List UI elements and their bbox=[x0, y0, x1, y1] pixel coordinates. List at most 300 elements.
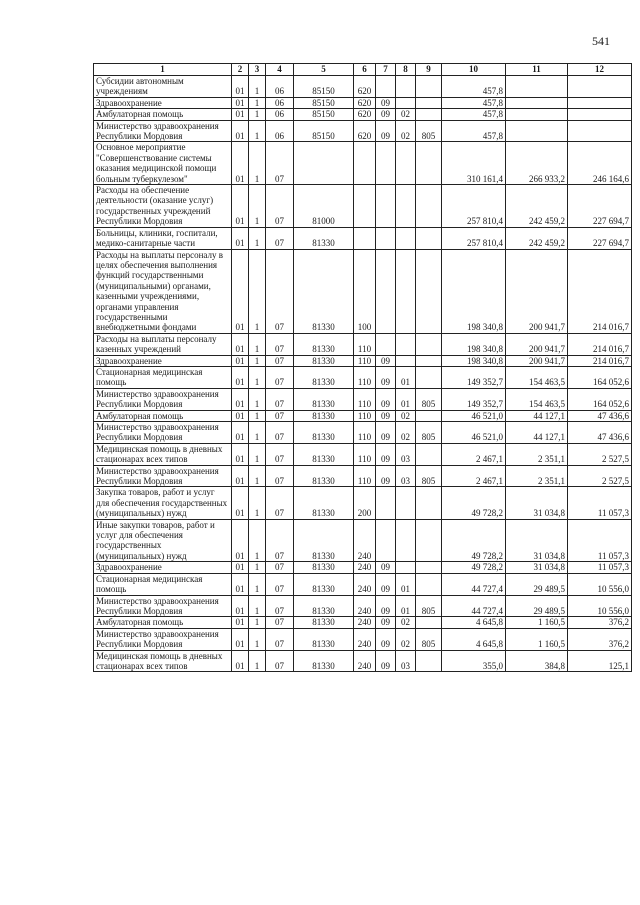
code-cell bbox=[416, 76, 442, 98]
code-cell: 1 bbox=[249, 650, 266, 672]
code-cell bbox=[416, 249, 442, 333]
code-cell: 01 bbox=[396, 388, 416, 410]
code-cell: 01 bbox=[232, 595, 249, 617]
code-cell: 240 bbox=[354, 595, 376, 617]
code-cell bbox=[396, 562, 416, 573]
code-cell bbox=[416, 573, 442, 595]
code-cell: 81330 bbox=[294, 628, 354, 650]
header-cell: 8 bbox=[396, 64, 416, 76]
code-cell: 09 bbox=[376, 443, 396, 465]
code-cell: 620 bbox=[354, 76, 376, 98]
code-cell: 09 bbox=[376, 120, 396, 142]
amount-cell: 457,8 bbox=[442, 76, 506, 98]
code-cell: 1 bbox=[249, 227, 266, 249]
amount-cell: 2 351,1 bbox=[506, 465, 568, 487]
header-cell: 6 bbox=[354, 64, 376, 76]
code-cell: 01 bbox=[232, 76, 249, 98]
code-cell: 81330 bbox=[294, 227, 354, 249]
code-cell: 240 bbox=[354, 617, 376, 628]
code-cell: 09 bbox=[376, 388, 396, 410]
amount-cell: 227 694,7 bbox=[568, 185, 632, 228]
row-name: Амбулаторная помощь bbox=[94, 109, 232, 120]
row-name: Министерство здравоохранения Республики Мордовия bbox=[94, 628, 232, 650]
code-cell: 07 bbox=[266, 487, 294, 519]
table-row bbox=[94, 227, 632, 249]
code-cell: 81000 bbox=[294, 185, 354, 228]
amount-cell: 198 340,8 bbox=[442, 355, 506, 366]
row-name: Стационарная медицинская помощь bbox=[94, 366, 232, 388]
amount-cell: 125,1 bbox=[568, 650, 632, 672]
code-cell: 01 bbox=[232, 185, 249, 228]
code-cell: 1 bbox=[249, 443, 266, 465]
code-cell: 01 bbox=[232, 617, 249, 628]
amount-cell: 198 340,8 bbox=[442, 333, 506, 355]
amount-cell: 4 645,8 bbox=[442, 617, 506, 628]
amount-cell: 4 645,8 bbox=[442, 628, 506, 650]
row-name: Амбулаторная помощь bbox=[94, 617, 232, 628]
code-cell: 1 bbox=[249, 628, 266, 650]
header-cell: 4 bbox=[266, 64, 294, 76]
row-name: Субсидии автономным учреждениям bbox=[94, 76, 232, 98]
code-cell: 01 bbox=[232, 249, 249, 333]
amount-cell: 214 016,7 bbox=[568, 249, 632, 333]
amount-cell bbox=[506, 109, 568, 120]
amount-cell: 257 810,4 bbox=[442, 185, 506, 228]
code-cell: 07 bbox=[266, 617, 294, 628]
code-cell: 81330 bbox=[294, 465, 354, 487]
row-name: Расходы на обеспечение деятельности (оказание услуг) государственных учреждений Республики Мордовия bbox=[94, 185, 232, 228]
code-cell bbox=[376, 249, 396, 333]
table-row bbox=[94, 355, 632, 366]
amount-cell: 29 489,5 bbox=[506, 595, 568, 617]
code-cell: 1 bbox=[249, 562, 266, 573]
code-cell: 1 bbox=[249, 422, 266, 444]
code-cell: 09 bbox=[376, 628, 396, 650]
code-cell: 06 bbox=[266, 76, 294, 98]
code-cell: 02 bbox=[396, 120, 416, 142]
code-cell: 1 bbox=[249, 487, 266, 519]
code-cell: 01 bbox=[396, 573, 416, 595]
budget-table bbox=[93, 63, 632, 672]
code-cell: 85150 bbox=[294, 76, 354, 98]
code-cell: 1 bbox=[249, 366, 266, 388]
code-cell: 110 bbox=[354, 388, 376, 410]
code-cell bbox=[376, 142, 396, 185]
row-name: Стационарная медицинская помощь bbox=[94, 573, 232, 595]
code-cell: 07 bbox=[266, 595, 294, 617]
code-cell bbox=[376, 519, 396, 562]
amount-cell: 44 127,1 bbox=[506, 410, 568, 421]
code-cell: 01 bbox=[232, 333, 249, 355]
code-cell: 01 bbox=[232, 628, 249, 650]
code-cell: 1 bbox=[249, 120, 266, 142]
amount-cell: 242 459,2 bbox=[506, 185, 568, 228]
amount-cell bbox=[506, 76, 568, 98]
code-cell: 07 bbox=[266, 573, 294, 595]
amount-cell bbox=[568, 76, 632, 98]
code-cell: 09 bbox=[376, 355, 396, 366]
code-cell: 07 bbox=[266, 355, 294, 366]
amount-cell: 154 463,5 bbox=[506, 366, 568, 388]
code-cell: 02 bbox=[396, 410, 416, 421]
code-cell: 07 bbox=[266, 366, 294, 388]
code-cell: 01 bbox=[232, 366, 249, 388]
code-cell bbox=[376, 333, 396, 355]
code-cell: 85150 bbox=[294, 120, 354, 142]
amount-cell: 149 352,7 bbox=[442, 366, 506, 388]
code-cell: 01 bbox=[232, 650, 249, 672]
table-row bbox=[94, 249, 632, 333]
code-cell: 07 bbox=[266, 227, 294, 249]
table-body bbox=[94, 76, 632, 672]
amount-cell: 44 127,1 bbox=[506, 422, 568, 444]
table-row bbox=[94, 97, 632, 108]
row-name: Министерство здравоохранения Республики Мордовия bbox=[94, 465, 232, 487]
code-cell bbox=[416, 333, 442, 355]
code-cell: 01 bbox=[232, 227, 249, 249]
code-cell: 09 bbox=[376, 422, 396, 444]
header-cell: 9 bbox=[416, 64, 442, 76]
code-cell bbox=[396, 487, 416, 519]
row-name: Министерство здравоохранения Республики Мордовия bbox=[94, 422, 232, 444]
code-cell: 110 bbox=[354, 355, 376, 366]
amount-cell: 44 727,4 bbox=[442, 595, 506, 617]
amount-cell: 29 489,5 bbox=[506, 573, 568, 595]
code-cell: 1 bbox=[249, 519, 266, 562]
code-cell bbox=[396, 76, 416, 98]
code-cell: 01 bbox=[232, 573, 249, 595]
code-cell bbox=[416, 366, 442, 388]
code-cell bbox=[354, 142, 376, 185]
code-cell: 06 bbox=[266, 109, 294, 120]
amount-cell: 11 057,3 bbox=[568, 487, 632, 519]
code-cell: 81330 bbox=[294, 249, 354, 333]
code-cell: 81330 bbox=[294, 487, 354, 519]
code-cell: 110 bbox=[354, 366, 376, 388]
code-cell: 09 bbox=[376, 573, 396, 595]
code-cell: 110 bbox=[354, 333, 376, 355]
code-cell: 07 bbox=[266, 422, 294, 444]
code-cell: 03 bbox=[396, 465, 416, 487]
row-name: Министерство здравоохранения Республики Мордовия bbox=[94, 595, 232, 617]
code-cell: 01 bbox=[232, 142, 249, 185]
code-cell: 01 bbox=[396, 366, 416, 388]
header-row bbox=[94, 64, 632, 76]
code-cell bbox=[396, 249, 416, 333]
table-row bbox=[94, 76, 632, 98]
code-cell: 03 bbox=[396, 443, 416, 465]
amount-cell: 200 941,7 bbox=[506, 333, 568, 355]
code-cell: 07 bbox=[266, 628, 294, 650]
amount-cell: 200 941,7 bbox=[506, 355, 568, 366]
amount-cell: 44 727,4 bbox=[442, 573, 506, 595]
code-cell: 01 bbox=[232, 120, 249, 142]
code-cell bbox=[416, 487, 442, 519]
code-cell: 1 bbox=[249, 355, 266, 366]
header-cell: 1 bbox=[94, 64, 232, 76]
code-cell bbox=[416, 410, 442, 421]
code-cell: 06 bbox=[266, 97, 294, 108]
row-name: Здравоохранение bbox=[94, 97, 232, 108]
header-cell: 2 bbox=[232, 64, 249, 76]
amount-cell: 10 556,0 bbox=[568, 595, 632, 617]
code-cell: 805 bbox=[416, 422, 442, 444]
header-cell: 5 bbox=[294, 64, 354, 76]
amount-cell: 47 436,6 bbox=[568, 422, 632, 444]
code-cell: 01 bbox=[232, 443, 249, 465]
code-cell bbox=[396, 519, 416, 562]
code-cell: 240 bbox=[354, 562, 376, 573]
code-cell bbox=[416, 227, 442, 249]
amount-cell: 31 034,8 bbox=[506, 487, 568, 519]
code-cell bbox=[396, 142, 416, 185]
code-cell: 07 bbox=[266, 443, 294, 465]
amount-cell: 355,0 bbox=[442, 650, 506, 672]
code-cell: 81330 bbox=[294, 617, 354, 628]
code-cell: 09 bbox=[376, 650, 396, 672]
code-cell bbox=[396, 185, 416, 228]
table-row bbox=[94, 595, 632, 617]
table-row bbox=[94, 109, 632, 120]
code-cell: 07 bbox=[266, 185, 294, 228]
amount-cell: 31 034,8 bbox=[506, 519, 568, 562]
amount-cell: 2 527,5 bbox=[568, 443, 632, 465]
table-row bbox=[94, 422, 632, 444]
amount-cell: 242 459,2 bbox=[506, 227, 568, 249]
code-cell bbox=[416, 109, 442, 120]
code-cell: 07 bbox=[266, 650, 294, 672]
header-cell: 3 bbox=[249, 64, 266, 76]
amount-cell: 149 352,7 bbox=[442, 388, 506, 410]
code-cell bbox=[416, 562, 442, 573]
amount-cell: 10 556,0 bbox=[568, 573, 632, 595]
code-cell: 85150 bbox=[294, 109, 354, 120]
amount-cell bbox=[568, 97, 632, 108]
code-cell: 1 bbox=[249, 595, 266, 617]
table-row bbox=[94, 628, 632, 650]
code-cell: 81330 bbox=[294, 595, 354, 617]
amount-cell: 154 463,5 bbox=[506, 388, 568, 410]
code-cell bbox=[376, 487, 396, 519]
code-cell: 09 bbox=[376, 595, 396, 617]
code-cell bbox=[416, 185, 442, 228]
amount-cell: 49 728,2 bbox=[442, 562, 506, 573]
amount-cell: 1 160,5 bbox=[506, 617, 568, 628]
amount-cell: 164 052,6 bbox=[568, 366, 632, 388]
code-cell: 200 bbox=[354, 487, 376, 519]
code-cell: 81330 bbox=[294, 562, 354, 573]
amount-cell: 31 034,8 bbox=[506, 562, 568, 573]
amount-cell bbox=[506, 120, 568, 142]
code-cell: 1 bbox=[249, 333, 266, 355]
amount-cell: 227 694,7 bbox=[568, 227, 632, 249]
code-cell: 1 bbox=[249, 76, 266, 98]
code-cell bbox=[354, 227, 376, 249]
header-cell: 12 bbox=[568, 64, 632, 76]
code-cell: 02 bbox=[396, 422, 416, 444]
code-cell: 1 bbox=[249, 388, 266, 410]
code-cell: 07 bbox=[266, 388, 294, 410]
amount-cell: 266 933,2 bbox=[506, 142, 568, 185]
code-cell bbox=[416, 142, 442, 185]
code-cell: 240 bbox=[354, 650, 376, 672]
table-row bbox=[94, 410, 632, 421]
amount-cell: 376,2 bbox=[568, 617, 632, 628]
amount-cell: 46 521,0 bbox=[442, 410, 506, 421]
amount-cell: 457,8 bbox=[442, 120, 506, 142]
code-cell: 620 bbox=[354, 109, 376, 120]
code-cell bbox=[376, 185, 396, 228]
code-cell: 09 bbox=[376, 97, 396, 108]
row-name: Основное мероприятие "Совершенствование системы оказания медицинской помощи больным туберкулезом" bbox=[94, 142, 232, 185]
table-row bbox=[94, 617, 632, 628]
code-cell: 01 bbox=[232, 519, 249, 562]
code-cell: 01 bbox=[232, 109, 249, 120]
table-row bbox=[94, 650, 632, 672]
code-cell: 110 bbox=[354, 422, 376, 444]
code-cell: 09 bbox=[376, 410, 396, 421]
table-row bbox=[94, 333, 632, 355]
amount-cell: 457,8 bbox=[442, 109, 506, 120]
code-cell: 01 bbox=[232, 465, 249, 487]
code-cell: 09 bbox=[376, 465, 396, 487]
code-cell bbox=[416, 617, 442, 628]
amount-cell: 49 728,2 bbox=[442, 519, 506, 562]
row-name: Медицинская помощь в дневных стационарах всех типов bbox=[94, 650, 232, 672]
code-cell: 81330 bbox=[294, 519, 354, 562]
code-cell: 07 bbox=[266, 562, 294, 573]
code-cell bbox=[376, 227, 396, 249]
row-name: Министерство здравоохранения Республики Мордовия bbox=[94, 120, 232, 142]
amount-cell: 198 340,8 bbox=[442, 249, 506, 333]
code-cell bbox=[416, 97, 442, 108]
amount-cell: 310 161,4 bbox=[442, 142, 506, 185]
amount-cell: 384,8 bbox=[506, 650, 568, 672]
code-cell: 110 bbox=[354, 443, 376, 465]
row-name: Расходы на выплаты персоналу в целях обеспечения выполнения функций государственными (муниципальными) органами, казенными учреждениями, органами управления государственными внебюджетными фондами bbox=[94, 249, 232, 333]
page-number: 541 bbox=[592, 34, 610, 48]
code-cell: 81330 bbox=[294, 366, 354, 388]
amount-cell: 257 810,4 bbox=[442, 227, 506, 249]
code-cell: 805 bbox=[416, 388, 442, 410]
amount-cell bbox=[568, 109, 632, 120]
code-cell: 07 bbox=[266, 142, 294, 185]
code-cell: 02 bbox=[396, 617, 416, 628]
code-cell: 02 bbox=[396, 628, 416, 650]
code-cell: 805 bbox=[416, 465, 442, 487]
code-cell: 81330 bbox=[294, 443, 354, 465]
amount-cell: 49 728,2 bbox=[442, 487, 506, 519]
code-cell: 01 bbox=[232, 388, 249, 410]
amount-cell bbox=[568, 120, 632, 142]
code-cell: 85150 bbox=[294, 97, 354, 108]
code-cell: 01 bbox=[232, 422, 249, 444]
code-cell: 1 bbox=[249, 617, 266, 628]
code-cell: 07 bbox=[266, 249, 294, 333]
code-cell bbox=[416, 355, 442, 366]
code-cell: 07 bbox=[266, 410, 294, 421]
code-cell bbox=[416, 519, 442, 562]
code-cell: 240 bbox=[354, 573, 376, 595]
code-cell: 09 bbox=[376, 109, 396, 120]
amount-cell: 2 467,1 bbox=[442, 465, 506, 487]
table-row bbox=[94, 142, 632, 185]
code-cell: 100 bbox=[354, 249, 376, 333]
code-cell: 1 bbox=[249, 97, 266, 108]
amount-cell: 2 467,1 bbox=[442, 443, 506, 465]
code-cell: 1 bbox=[249, 109, 266, 120]
code-cell: 110 bbox=[354, 410, 376, 421]
amount-cell: 2 351,1 bbox=[506, 443, 568, 465]
amount-cell bbox=[506, 97, 568, 108]
row-name: Амбулаторная помощь bbox=[94, 410, 232, 421]
row-name: Расходы на выплаты персоналу казенных учреждений bbox=[94, 333, 232, 355]
code-cell: 03 bbox=[396, 650, 416, 672]
code-cell: 620 bbox=[354, 120, 376, 142]
code-cell: 81330 bbox=[294, 573, 354, 595]
code-cell: 01 bbox=[232, 97, 249, 108]
row-name: Больницы, клиники, госпитали, медико-санитарные части bbox=[94, 227, 232, 249]
table-row bbox=[94, 388, 632, 410]
table-row bbox=[94, 562, 632, 573]
code-cell: 805 bbox=[416, 595, 442, 617]
code-cell: 81330 bbox=[294, 422, 354, 444]
table-row bbox=[94, 487, 632, 519]
amount-cell: 1 160,5 bbox=[506, 628, 568, 650]
table-row bbox=[94, 573, 632, 595]
amount-cell: 11 057,3 bbox=[568, 562, 632, 573]
amount-cell: 200 941,7 bbox=[506, 249, 568, 333]
code-cell bbox=[294, 142, 354, 185]
code-cell: 09 bbox=[376, 617, 396, 628]
amount-cell: 2 527,5 bbox=[568, 465, 632, 487]
row-name: Министерство здравоохранения Республики Мордовия bbox=[94, 388, 232, 410]
code-cell: 1 bbox=[249, 185, 266, 228]
code-cell: 01 bbox=[232, 410, 249, 421]
code-cell bbox=[396, 227, 416, 249]
code-cell: 06 bbox=[266, 120, 294, 142]
row-name: Медицинская помощь в дневных стационарах всех типов bbox=[94, 443, 232, 465]
amount-cell: 214 016,7 bbox=[568, 333, 632, 355]
code-cell: 1 bbox=[249, 142, 266, 185]
row-name: Иные закупки товаров, работ и услуг для обеспечения государственных (муниципальных) нужд bbox=[94, 519, 232, 562]
code-cell: 1 bbox=[249, 465, 266, 487]
header-cell: 10 bbox=[442, 64, 506, 76]
table-row bbox=[94, 465, 632, 487]
code-cell: 1 bbox=[249, 573, 266, 595]
code-cell: 07 bbox=[266, 333, 294, 355]
code-cell: 240 bbox=[354, 628, 376, 650]
code-cell: 620 bbox=[354, 97, 376, 108]
code-cell: 07 bbox=[266, 519, 294, 562]
table-row bbox=[94, 443, 632, 465]
table-row bbox=[94, 185, 632, 228]
table-row bbox=[94, 366, 632, 388]
amount-cell: 376,2 bbox=[568, 628, 632, 650]
code-cell: 81330 bbox=[294, 410, 354, 421]
code-cell: 09 bbox=[376, 562, 396, 573]
amount-cell: 457,8 bbox=[442, 97, 506, 108]
amount-cell: 214 016,7 bbox=[568, 355, 632, 366]
header-cell: 7 bbox=[376, 64, 396, 76]
code-cell: 1 bbox=[249, 410, 266, 421]
code-cell: 01 bbox=[396, 595, 416, 617]
code-cell: 81330 bbox=[294, 333, 354, 355]
table-row bbox=[94, 120, 632, 142]
code-cell: 09 bbox=[376, 366, 396, 388]
code-cell: 01 bbox=[232, 487, 249, 519]
code-cell: 805 bbox=[416, 628, 442, 650]
